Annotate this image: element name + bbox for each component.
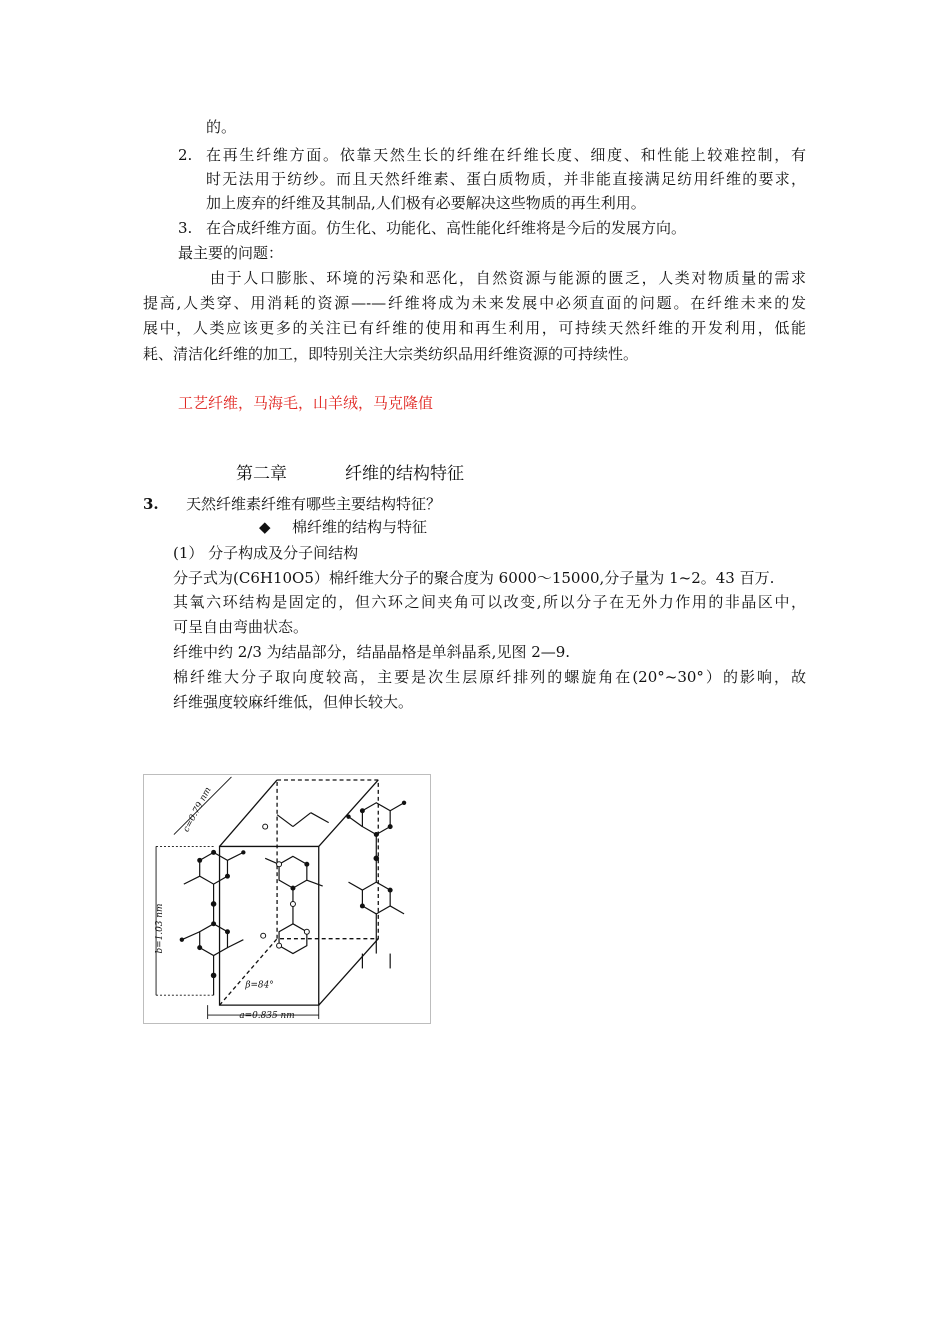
- c-axis-label: c=0.79 nm: [181, 785, 214, 834]
- question-text: 天然纤维素纤维有哪些主要结构特征？: [186, 495, 442, 513]
- b-axis-label: b=1.03 nm: [155, 903, 166, 954]
- paragraph-line-4: 耗、清洁化纤维的加工，即特别关注大宗类纺织品用纤维资源的可持续性。: [143, 345, 639, 363]
- chapter-label: 第二章: [236, 464, 287, 484]
- list-item-2-line-1: 在再生纤维方面。依靠天然生长的纤维在纤维长度、细度、和性能上较难控制，有: [206, 146, 806, 164]
- structure-line-5: 棉纤维大分子取向度较高，主要是次生层原纤排列的螺旋角在(20°~30°）的影响，故: [173, 668, 806, 686]
- question-number: 3.: [143, 495, 159, 513]
- paragraph-line-3: 展中，人类应该更多的关注已有纤维的使用和再生利用，可持续天然纤维的开发利用，低能: [143, 319, 806, 337]
- unit-cell-back-face: [277, 780, 378, 939]
- continuation-text: 的。: [206, 118, 237, 136]
- paragraph-line-2: 提高,人类穿、用消耗的资源—-—纤维将成为未来发展中必须直面的问题。在纤维未来的发: [143, 294, 806, 312]
- red-note: 工艺纤维，马海毛，山羊绒，马克隆值: [178, 394, 434, 412]
- cellulose-unit-cell-figure: [143, 774, 431, 1024]
- a-axis-label: a=0.835 nm: [239, 1011, 295, 1022]
- paragraph-line-1: 由于人口膨胀、环境的污染和恶化，自然资源与能源的匮乏，人类对物质量的需求: [210, 269, 806, 287]
- unit-cell-diagram: [144, 775, 430, 1023]
- list-item-2-line-3: 加上废弃的纤维及其制品,人们极有必要解决这些物质的再生利用。: [206, 194, 646, 212]
- main-problem-heading: 最主要的问题：: [178, 244, 284, 262]
- structure-line-2: 其氧六环结构是固定的，但六环之间夹角可以改变,所以分子在无外力作用的非晶区中，: [173, 593, 806, 611]
- structure-line-3: 可呈自由弯曲状态。: [173, 618, 309, 636]
- list-item-2-line-2: 时无法用于纺纱。而且天然纤维素、蛋白质物质，并非能直接满足纺用纤维的要求，: [206, 170, 806, 188]
- list-number-3: 3.: [178, 219, 193, 237]
- list-item-3: 在合成纤维方面。仿生化、功能化、高性能化纤维将是今后的发展方向。: [206, 219, 687, 237]
- beta-angle-label: β=84°: [245, 980, 274, 991]
- subsection-heading-1: (1） 分子构成及分子间结构: [173, 544, 359, 562]
- chapter-title: 纤维的结构特征: [345, 464, 464, 484]
- list-number-2: 2.: [178, 146, 193, 164]
- structure-line-6: 纤维强度较麻纤维低，但伸长较大。: [173, 693, 414, 711]
- bullet-diamond-icon: ◆: [259, 518, 271, 536]
- cotton-subtitle: 棉纤维的结构与特征: [292, 518, 428, 536]
- structure-line-4: 纤维中约 2/3 为结晶部分，结晶晶格是单斜晶系,见图 2—9.: [173, 643, 571, 661]
- structure-line-1: 分子式为(C6H10O5）棉纤维大分子的聚合度为 6000～15000,分子量为 1~2。43 百万.: [173, 569, 775, 587]
